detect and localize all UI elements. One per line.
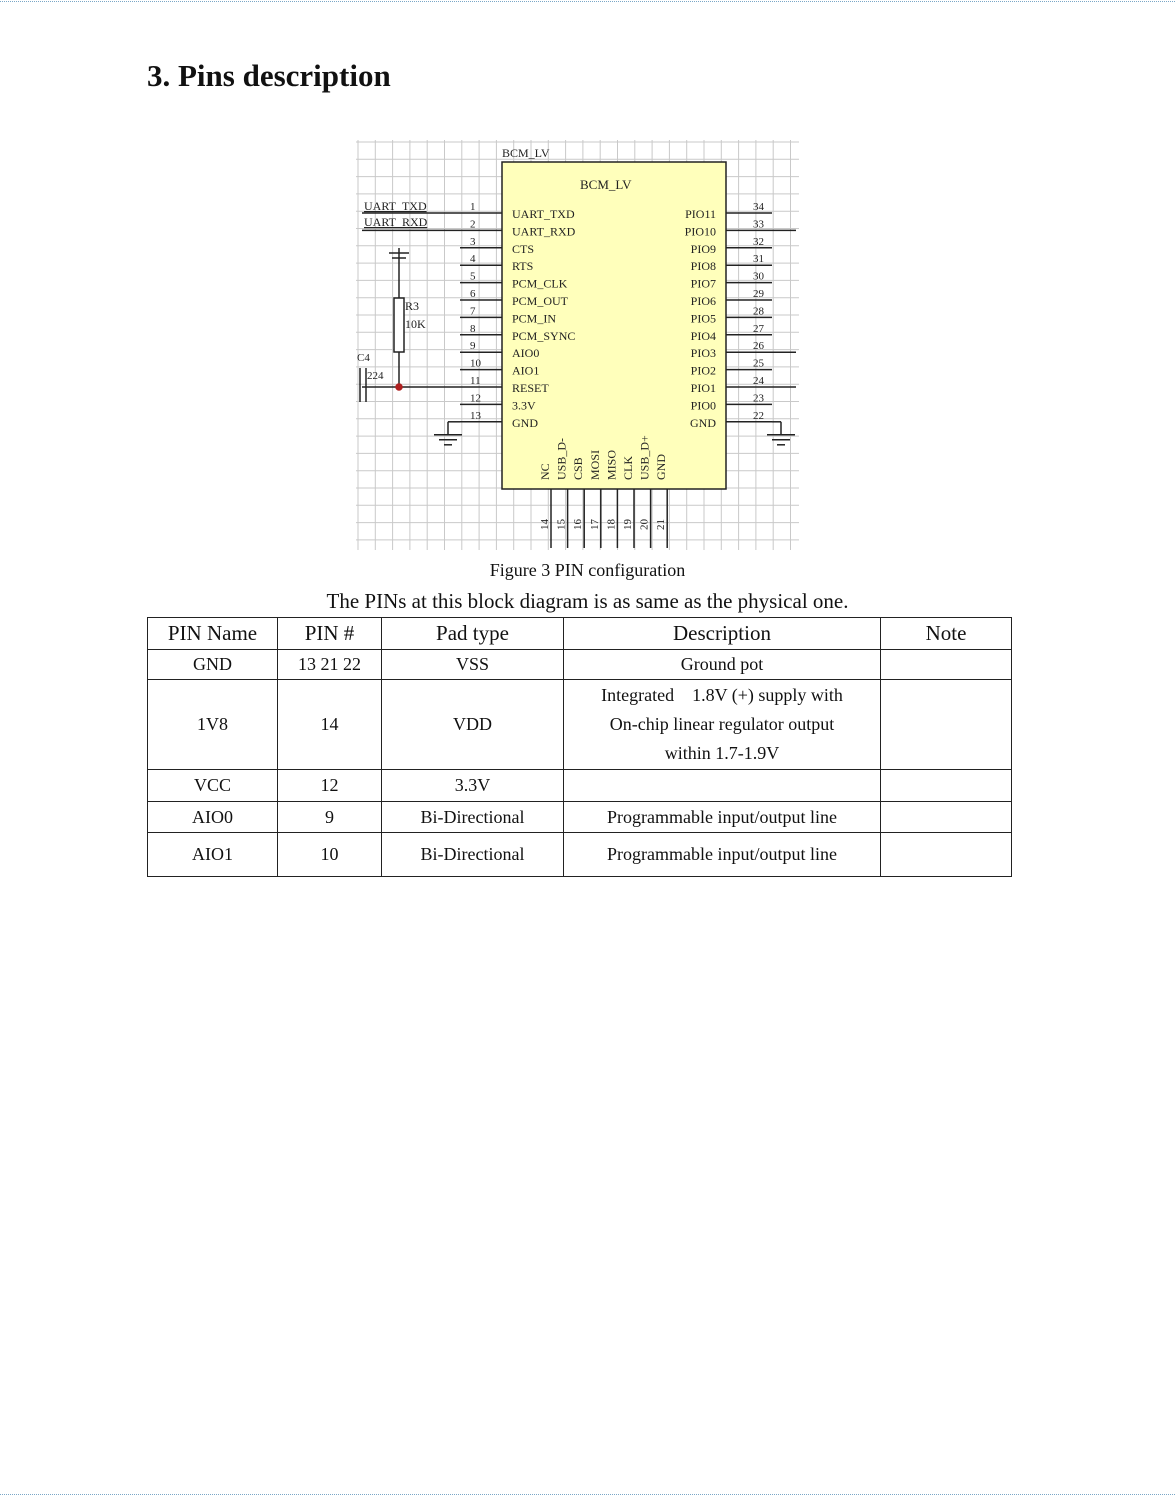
pin-name: MOSI bbox=[587, 449, 602, 480]
pin-name: PIO0 bbox=[690, 398, 716, 413]
pin-number: 17 bbox=[588, 519, 601, 530]
pin-number: 30 bbox=[753, 270, 764, 283]
pin-name: 3.3V bbox=[512, 398, 536, 413]
cell-description: Programmable input/output line bbox=[564, 833, 881, 877]
cell-pin-name: AIO1 bbox=[148, 833, 278, 877]
pin-number: 18 bbox=[605, 519, 618, 530]
description-line: Integrated 1.8V (+) supply with bbox=[601, 685, 843, 705]
header-pin-number: PIN # bbox=[278, 618, 382, 650]
pin-name: CLK bbox=[621, 456, 635, 480]
cell-note bbox=[881, 833, 1012, 877]
pin-number: 9 bbox=[470, 340, 476, 353]
pin-name: PIO1 bbox=[690, 381, 716, 395]
pin-name: PCM_CLK bbox=[512, 276, 568, 291]
pin-number: 4 bbox=[470, 253, 476, 266]
cell-description: Ground pot bbox=[564, 650, 881, 680]
pin-name: PIO6 bbox=[690, 294, 716, 308]
net-label-txd: UART_TXD bbox=[364, 199, 427, 213]
cell-pin-name: VCC bbox=[148, 770, 278, 802]
header-pad-type: Pad type bbox=[382, 618, 564, 650]
cell-description bbox=[564, 770, 881, 802]
pin-number: 25 bbox=[753, 357, 764, 370]
pin-name: CSB bbox=[571, 457, 586, 480]
pin-name: PIO3 bbox=[690, 346, 716, 361]
pin-number: 20 bbox=[638, 519, 651, 530]
pin-name: UART_TXD bbox=[512, 207, 575, 221]
table-row bbox=[148, 802, 1012, 833]
cell-pin-name: GND bbox=[148, 650, 278, 680]
chip-title: BCM_LV bbox=[580, 177, 632, 192]
cell-pin-number: 14 bbox=[278, 680, 382, 770]
cell-pad-type: 3.3V bbox=[382, 770, 564, 802]
section-heading: 3. Pins description bbox=[147, 58, 391, 93]
pin-name: PIO11 bbox=[685, 207, 716, 221]
pin-number: 26 bbox=[753, 340, 764, 353]
pin-name: PIO2 bbox=[690, 363, 716, 378]
header-description: Description bbox=[564, 618, 881, 650]
cell-pin-name: 1V8 bbox=[148, 680, 278, 770]
header-pin-name: PIN Name bbox=[148, 618, 278, 650]
cell-pin-number: 13 21 22 bbox=[278, 650, 382, 680]
pin-number: 15 bbox=[555, 519, 568, 530]
pin-name: PIO9 bbox=[690, 241, 716, 256]
pin-name: USB_D- bbox=[554, 437, 569, 480]
pin-name: NC bbox=[538, 463, 552, 480]
pin-number: 32 bbox=[753, 235, 764, 248]
pin-name: GND bbox=[512, 415, 538, 430]
cell-pin-name: AIO0 bbox=[148, 802, 278, 833]
pin-number: 24 bbox=[753, 375, 764, 387]
pin-number: 34 bbox=[753, 201, 764, 213]
pin-number: 27 bbox=[753, 322, 764, 335]
pin-number: 31 bbox=[753, 253, 764, 266]
junction-dot bbox=[396, 384, 402, 390]
cell-pin-number: 12 bbox=[278, 770, 382, 802]
cell-pad-type: VDD bbox=[382, 680, 564, 770]
pin-number: 29 bbox=[753, 288, 764, 300]
pin-name: AIO1 bbox=[512, 363, 540, 378]
pin-number: 19 bbox=[622, 519, 634, 530]
pin-number: 14 bbox=[539, 519, 551, 530]
pin-number: 16 bbox=[572, 519, 585, 530]
table-row bbox=[148, 650, 1012, 680]
figure-subtitle: The PINs at this block diagram is as same as the physical one. bbox=[326, 589, 849, 613]
pin-number: 6 bbox=[470, 288, 476, 300]
pin-description-table bbox=[147, 617, 1012, 877]
resistor-r3 bbox=[394, 298, 404, 352]
cell-pad-type: Bi-Directional bbox=[382, 833, 564, 877]
net-label-rxd: UART_RXD bbox=[364, 215, 428, 229]
capacitor-value: 224 bbox=[367, 370, 384, 382]
pin-configuration-schematic bbox=[356, 140, 799, 550]
schematic-top-label: BCM_LV bbox=[502, 146, 550, 160]
pin-name: USB_D+ bbox=[637, 435, 652, 480]
cell-description bbox=[564, 680, 881, 770]
pin-name: RTS bbox=[512, 259, 534, 274]
pin-name: PIO7 bbox=[690, 276, 716, 291]
cell-pad-type: VSS bbox=[382, 650, 564, 680]
bottom-border bbox=[0, 1494, 1175, 1495]
cell-pad-type: Bi-Directional bbox=[382, 802, 564, 833]
pin-number: 2 bbox=[470, 218, 476, 231]
pin-number: 28 bbox=[753, 305, 764, 318]
pin-number: 12 bbox=[470, 392, 481, 405]
pin-name: PIO10 bbox=[684, 224, 716, 239]
pin-number: 13 bbox=[470, 409, 481, 422]
pin-name: CTS bbox=[512, 241, 535, 256]
pin-name: PIO8 bbox=[690, 259, 716, 274]
cell-note bbox=[881, 770, 1012, 802]
pin-name: RESET bbox=[512, 381, 549, 395]
pin-number: 5 bbox=[470, 270, 476, 283]
pin-name: MISO bbox=[604, 449, 619, 480]
pin-name: GND bbox=[690, 415, 716, 430]
table-header-row bbox=[148, 618, 1012, 650]
cell-pin-number: 10 bbox=[278, 833, 382, 877]
cell-note bbox=[881, 802, 1012, 833]
pin-number: 21 bbox=[655, 519, 668, 530]
pin-name: AIO0 bbox=[512, 346, 540, 361]
resistor-ref: R3 bbox=[405, 299, 420, 313]
pin-name: PIO5 bbox=[690, 311, 716, 326]
table-row bbox=[148, 680, 1012, 770]
cell-note bbox=[881, 650, 1012, 680]
pin-number: 8 bbox=[470, 322, 476, 335]
pin-name: GND bbox=[654, 454, 669, 480]
description-line: within 1.7-1.9V bbox=[664, 743, 780, 763]
pin-name: PIO4 bbox=[690, 328, 716, 343]
cell-note bbox=[881, 680, 1012, 770]
pin-number: 10 bbox=[470, 357, 481, 370]
cell-description: Programmable input/output line bbox=[564, 802, 881, 833]
cell-pin-number: 9 bbox=[278, 802, 382, 833]
resistor-value: 10K bbox=[405, 317, 426, 331]
figure-caption: Figure 3 PIN configuration bbox=[489, 560, 686, 580]
pin-name: UART_RXD bbox=[512, 224, 576, 239]
pin-name: PCM_IN bbox=[512, 311, 557, 326]
pin-number: 11 bbox=[470, 375, 481, 387]
description-line: On-chip linear regulator output bbox=[609, 714, 835, 734]
pin-number: 22 bbox=[753, 409, 764, 422]
pin-number: 1 bbox=[470, 201, 476, 213]
pin-name: PCM_SYNC bbox=[512, 328, 576, 343]
pin-number: 7 bbox=[470, 305, 476, 318]
capacitor-ref: C4 bbox=[357, 352, 370, 364]
table-row bbox=[148, 833, 1012, 877]
header-note: Note bbox=[881, 618, 1012, 650]
pin-number: 3 bbox=[470, 235, 476, 248]
pin-number: 33 bbox=[753, 218, 764, 231]
table-row bbox=[148, 770, 1012, 802]
pin-name: PCM_OUT bbox=[512, 294, 569, 308]
pin-number: 23 bbox=[753, 392, 764, 405]
top-border bbox=[0, 1, 1175, 2]
